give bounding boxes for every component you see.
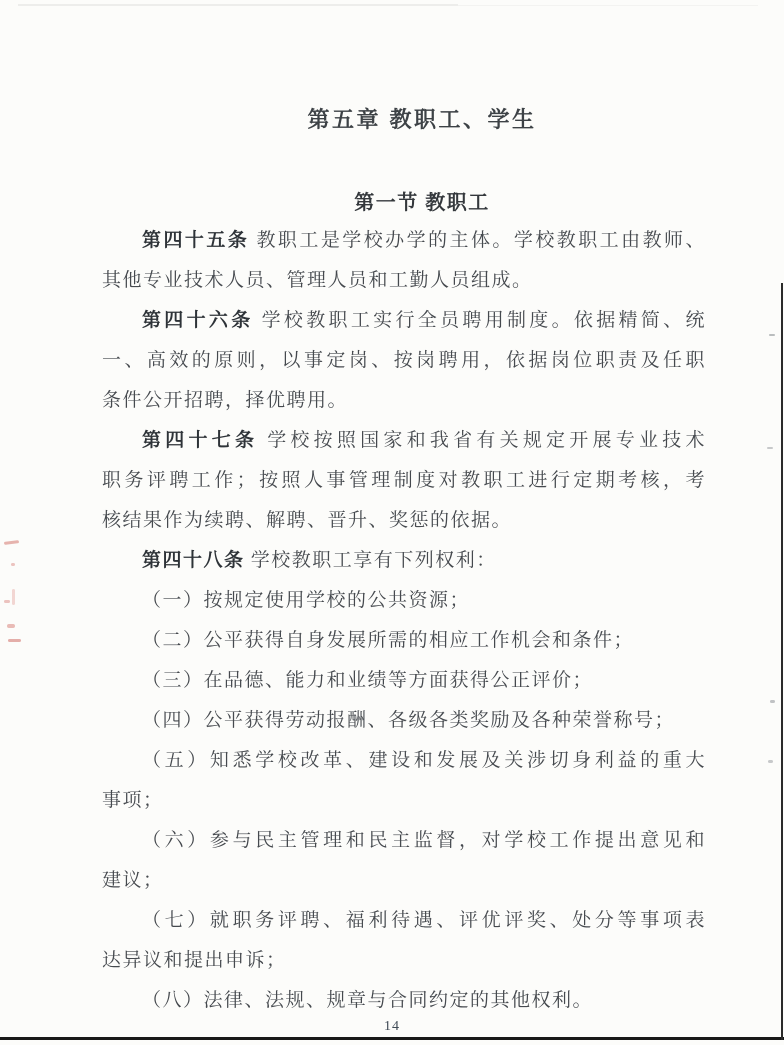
text-line (102, 581, 706, 621)
scan-edge-line (18, 4, 458, 6)
text-line (102, 661, 706, 701)
scan-artifact-red (7, 624, 15, 628)
line-text: （二）公平获得自身发展所需的相应工作机会和条件； (142, 630, 635, 651)
line-text: 学校教职工享有下列权利： (244, 550, 497, 571)
line-text: 职务评聘工作；按照人事管理制度对教职工进行定期考核，考 (102, 470, 706, 491)
scan-artifact-red (4, 540, 19, 545)
scan-artifact-gray (770, 700, 775, 703)
line-text: 事项； (102, 790, 164, 811)
text-line (102, 741, 706, 781)
line-text: （七）就职务评聘、福利待遇、评优评奖、处分等事项表 (142, 910, 706, 931)
text-line (102, 901, 706, 941)
line-text: 学校教职工实行全员聘用制度。依据精简、统 (253, 310, 706, 331)
text-line (102, 221, 706, 261)
text-line (102, 621, 706, 661)
line-text: 条件公开招聘，择优聘用。 (102, 390, 349, 411)
text-line (102, 421, 706, 461)
scan-artifact-red (11, 563, 15, 566)
line-text: 其他专业技术人员、管理人员和工勤人员组成。 (102, 270, 533, 291)
document-body (102, 221, 706, 1021)
line-text: 建议； (102, 870, 164, 891)
scan-artifact-gray (767, 447, 773, 449)
scan-artifact-red (8, 639, 21, 642)
text-line (102, 541, 706, 581)
scan-artifact-red (4, 600, 10, 603)
text-line (102, 341, 706, 381)
chapter-title: 第五章 教职工、学生 (307, 107, 537, 132)
text-line (102, 381, 706, 421)
scan-artifact-gray (769, 334, 775, 336)
line-text: （一）按规定使用学校的公共资源； (142, 590, 471, 611)
text-line (102, 981, 706, 1021)
text-line (102, 861, 706, 901)
text-line (102, 461, 706, 501)
text-line (102, 261, 706, 301)
line-text: 学校按照国家和我省有关规定开展专业技术 (258, 430, 706, 451)
scan-artifact-gray (768, 760, 773, 763)
scan-right-edge (781, 283, 783, 1040)
page-number: 14 (384, 1019, 400, 1034)
line-text: 一、高效的原则，以事定岗、按岗聘用，依据岗位职责及任职 (102, 350, 706, 371)
article-number: 第四十七条 (142, 430, 259, 451)
line-text: （四）公平获得劳动报酬、各级各类奖励及各种荣誉称号； (142, 710, 676, 731)
line-text: 达异议和提出申诉； (102, 950, 287, 971)
line-text: （八）法律、法规、规章与合同约定的其他权利。 (142, 990, 594, 1011)
scan-edge-line (458, 5, 758, 6)
scan-bottom-edge (0, 1037, 784, 1040)
line-text: 教职工是学校办学的主体。学校教职工由教师、 (249, 230, 706, 251)
text-line (102, 301, 706, 341)
line-text: 核结果作为续聘、解聘、晋升、奖惩的依据。 (102, 510, 513, 531)
scan-artifact-red (12, 589, 15, 605)
article-number: 第四十八条 (142, 550, 245, 571)
article-number: 第四十六条 (142, 310, 254, 331)
text-line (102, 821, 706, 861)
line-text: （六）参与民主管理和民主监督，对学校工作提出意见和 (142, 830, 706, 851)
text-line (102, 781, 706, 821)
line-text: （三）在品德、能力和业绩等方面获得公正评价； (142, 670, 594, 691)
text-line (102, 701, 706, 741)
line-text: （五）知悉学校改革、建设和发展及关涉切身利益的重大 (142, 750, 706, 771)
text-line (102, 501, 706, 541)
text-line (102, 941, 706, 981)
article-number: 第四十五条 (142, 230, 250, 251)
section-title: 第一节 教职工 (354, 192, 490, 214)
